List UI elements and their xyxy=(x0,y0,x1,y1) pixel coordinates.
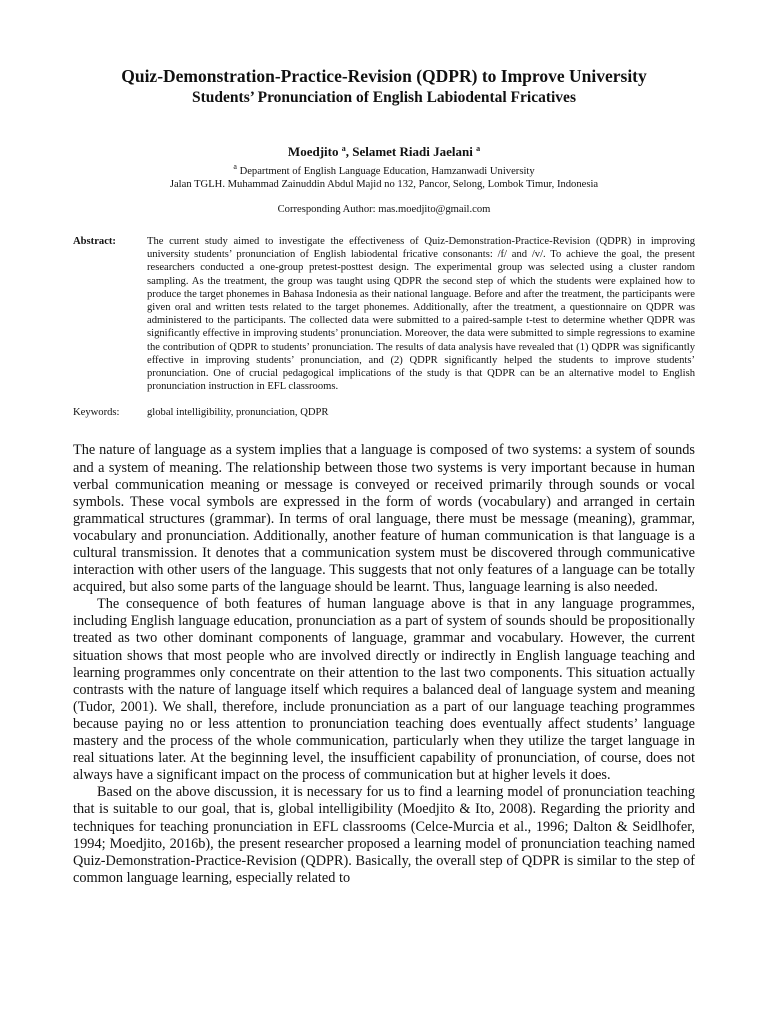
affiliation-line-1 xyxy=(73,160,695,178)
body-paragraph-1: The nature of language as a system implies that a language is composed of two systems: a system of sounds and a system of meaning. The relationship between those two systems is very important because in human verbal communication meaning or message is conveyed or received primarily through sounds or vocal symbols. These vocal symbols are expressed in the form of words (vocabulary) and arranged in certain grammatical structures (grammar). In terms of oral language, there must be message (meaning), grammar, vocabulary and pronunciation. Additionally, another feature of human communication is that language is a cultural transmission. It denotes that a communication system must be discovered through communicative interaction with other users of the language. This suggests that not only features of a language can be totally acquired, but also some parts of the language should be learnt. Thus, language learning is also needed. xyxy=(73,442,695,596)
corresponding-author: Corresponding Author: mas.moedjito@gmail.com xyxy=(277,204,491,215)
author-affiliation-mark: a xyxy=(341,144,346,153)
keywords-section xyxy=(73,406,695,419)
abstract-text: The current study aimed to investigate the effectiveness of Quiz-Demonstration-Practice-Revision (QDPR) in improving university students’ pronunciation of English labiodental fricative consonants: /f/ and /v/. To achieve the goal, the present researchers conducted a one-group pretest-posttest design. The experimental group was selected using a cluster random sampling. As the treatment, the group was taught using QDPR the second step of which the students were explained how to produce the target phonemes in Bahasa Indonesia as their national language. Before and after the treatment, the participants were given oral and written tests related to the target phonemes. Additionally, after the treatment, a questionnaire on QDPR was administered to the participants. The collected data were submitted to a paired-sample t-test to determine whether QDPR was significantly effective in improving students’ pronunciation. Moreover, the data were submitted to simple regressions to examine the contribution of QDPR to students’ pronunciation. The results of data analysis have revealed that (1) QDPR was significantly effective in improving students’ pronunciation, and (2) QDPR significantly helped the students to improve students’ pronunciation. One of crucial pedagogical implications of the study is that QDPR can be an alternative model to English pronunciation instruction in EFL classrooms. xyxy=(147,236,695,393)
author-affiliation-mark: a xyxy=(476,144,481,153)
author-name: Selamet Riadi Jaelani xyxy=(352,144,473,159)
affiliation xyxy=(73,160,695,191)
abstract-section xyxy=(73,235,695,393)
author-separator: , xyxy=(345,144,353,159)
abstract-label: Abstract: xyxy=(73,236,116,247)
affiliation-department: Department of English Language Education, Hamzanwadi University xyxy=(239,166,535,177)
affiliation-address: Jalan TGLH. Muhammad Zainuddin Abdul Majid no 132, Pancor, Selong, Lombok Timur, Indonesia xyxy=(169,179,599,190)
keywords-text: global intelligibility, pronunciation, QDPR xyxy=(147,407,329,419)
body-text xyxy=(73,442,695,886)
body-paragraph-3: Based on the above discussion, it is necessary for us to find a learning model of pronunciation teaching that is suitable to our goal, that is, global intelligibility (Moedjito & Ito, 2008). Regarding the priority and techniques for teaching pronunciation in EFL classrooms (Celce-Murcia et al., 1996; Dalton & Seidlhofer, 1994; Moedjito, 2016b), the present researcher proposed a learning model of pronunciation teaching named Quiz-Demonstration-Practice-Revision (QDPR). Basically, the overall step of QDPR is similar to the step of common language learning, especially related to xyxy=(73,784,695,886)
body-paragraph-2: The consequence of both features of human language above is that in any language programmes, including English language education, pronunciation as a part of system of sounds should be propositionally treated as two other dominant components of language, grammar and vocabulary. However, the current situation shows that most people who are involved directly or indirectly in English language teaching and learning programmes only concentrate on their attention to the last two components. This situation actually contrasts with the nature of language itself which requires a balanced deal of language system and meaning (Tudor, 2001). We shall, therefore, include pronunciation as a part of our language teaching programmes because paying no or less attention to pronunciation teaching does eventually affect students’ language mastery and the process of the whole communication, particularly when they utilize the target language in real situations later. At the beginning level, the insufficient capability of pronunciation, of course, does not always have a significant impact on the process of communication but at higher levels it does. xyxy=(73,596,695,784)
author-list xyxy=(73,141,695,160)
paper-title-line-2: Students’ Pronunciation of English Labiodental Fricatives xyxy=(192,89,576,106)
keywords-label: Keywords: xyxy=(73,407,120,419)
paper-title-line-1: Quiz-Demonstration-Practice-Revision (QDPR) to Improve University xyxy=(121,66,647,86)
author-name: Moedjito xyxy=(287,144,339,159)
affiliation-mark: a xyxy=(233,162,237,171)
